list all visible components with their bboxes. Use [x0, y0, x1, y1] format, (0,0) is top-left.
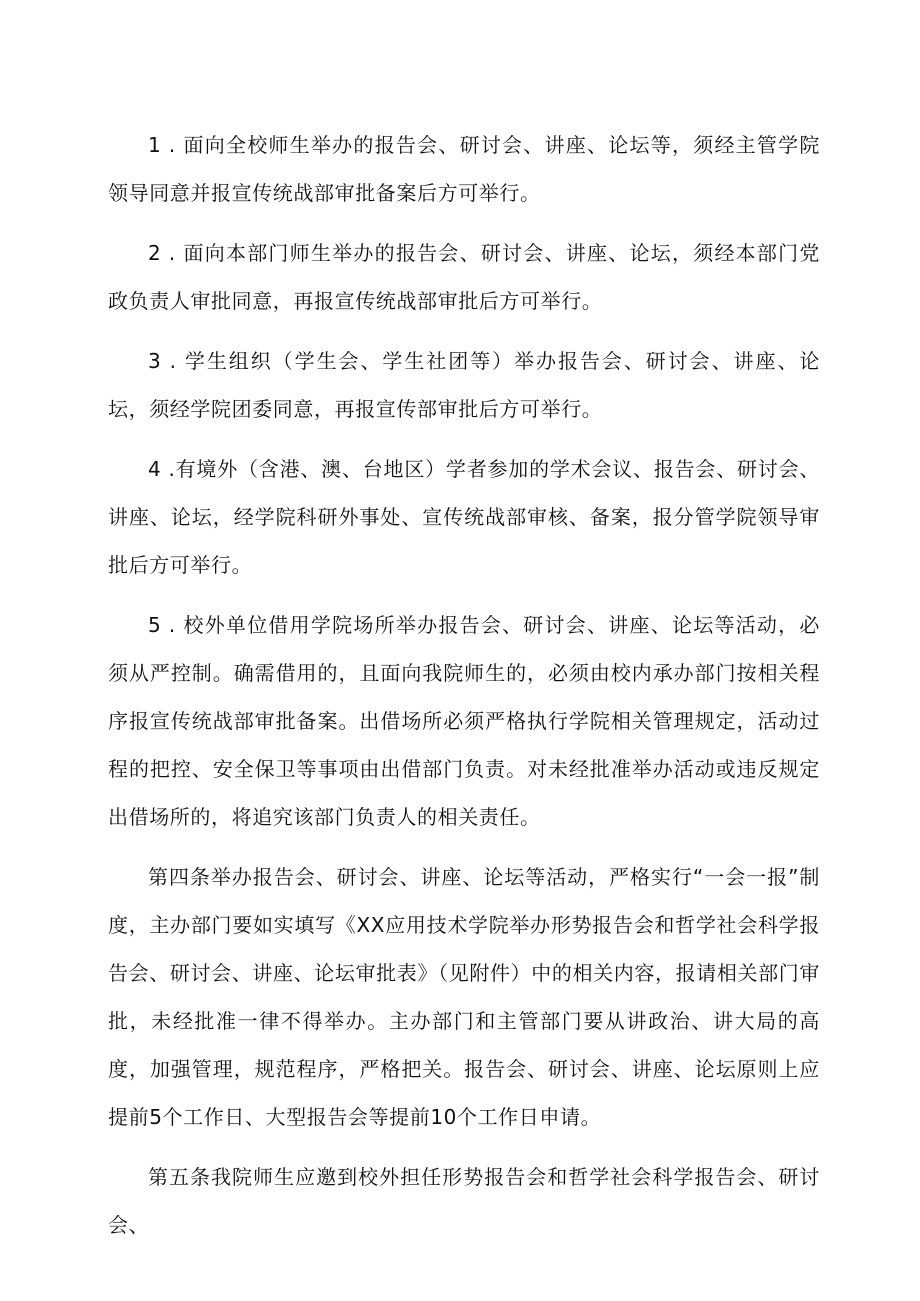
article-4-paragraph: 第四条举办报告会、研讨会、讲座、论坛等活动，严格实行“一会一报”制度，主办部门要如实填写《XX应用技术学院举办形势报告会和哲学社会科学报告会、研讨会、讲座、论坛审批表》（见附件）中的相关内容，报请相关部门审批，未经批准一律不得举办。主办部门和主管部门要从讲政治、讲大局的高度，加强管理，规范程序，严格把关。报告会、研讨会、讲座、论坛原则上应提前5个工作日、大型报告会等提前10个工作日申请。 [108, 865, 820, 1129]
document-body [108, 121, 820, 1257]
article-5-paragraph: 第五条我院师生应邀到校外担任形势报告会和哲学社会科学报告会、研讨会、 [108, 1165, 820, 1237]
paragraph-item-3: 3 . 学生组织（学生会、学生社团等）举办报告会、研讨会、讲座、论坛，须经学院团委同意，再报宣传部审批后方可举行。 [108, 349, 820, 421]
paragraph-item-1: 1 . 面向全校师生举办的报告会、研讨会、讲座、论坛等，须经主管学院领导同意并报宣传统战部审批备案后方可举行。 [108, 133, 820, 205]
paragraph-item-4: 4 .有境外（含港、澳、台地区）学者参加的学术会议、报告会、研讨会、讲座、论坛，经学院科研外事处、宣传统战部审核、备案，报分管学院领导审批后方可举行。 [108, 457, 820, 577]
paragraph-item-5: 5 . 校外单位借用学院场所举办报告会、研讨会、讲座、论坛等活动，必须从严控制。确需借用的，且面向我院师生的，必须由校内承办部门按相关程序报宣传统战部审批备案。出借场所必须严格执行学院相关管理规定，活动过程的把控、安全保卫等事项由出借部门负责。对未经批准举办活动或违反规定出借场所的，将追究该部门负责人的相关责任。 [108, 613, 820, 829]
paragraph-item-2: 2 . 面向本部门师生举办的报告会、研讨会、讲座、论坛，须经本部门党政负责人审批同意，再报宣传统战部审批后方可举行。 [108, 241, 820, 313]
